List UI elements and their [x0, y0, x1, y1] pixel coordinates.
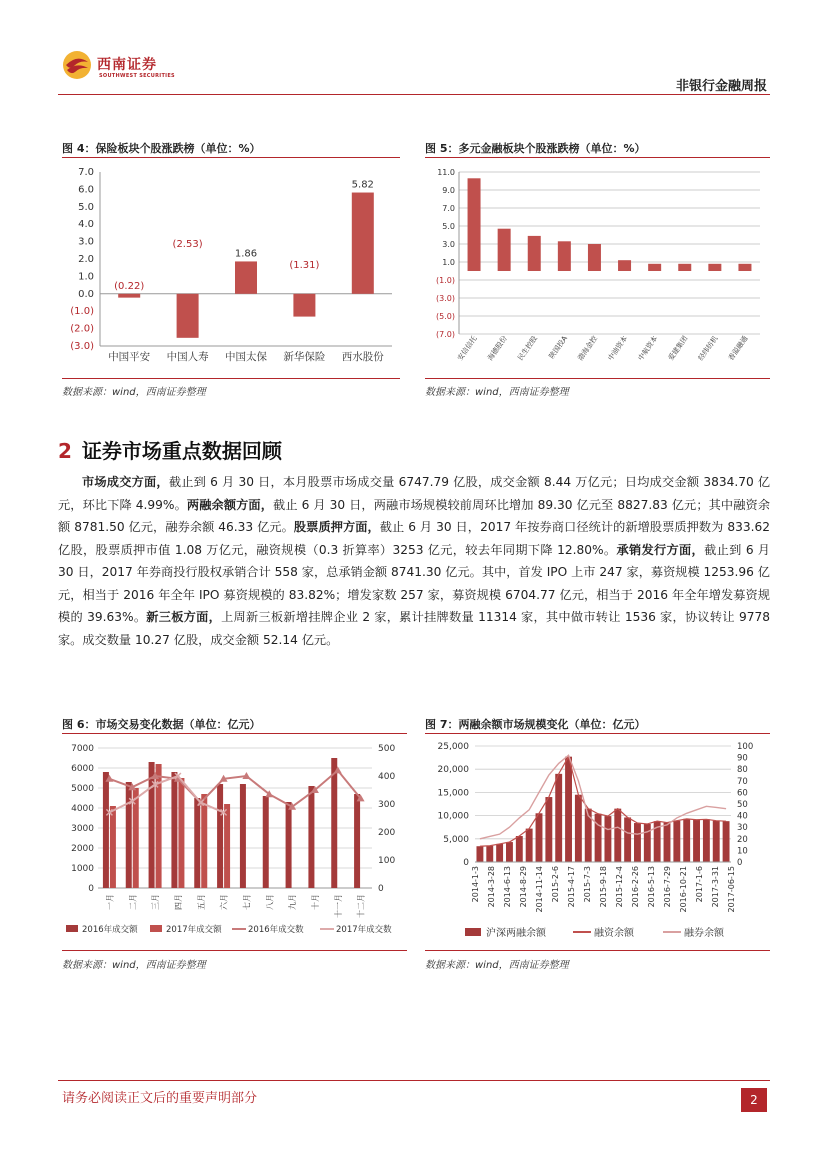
fig5-bar [558, 241, 571, 271]
para-text-pledge: 截止 6 月 30 日，2017 年按券商口径统计的新增股票质押数为 833.62 亿股，股票质押市值 1.08 万亿元，融资规模（0.3 折算率）3253 亿元，较去年同期下降 12.80%。 [58, 520, 771, 557]
fig6-xtick: 十月 [310, 894, 320, 910]
fig4-data-label: 5.82 [351, 179, 374, 191]
para-text-underwriting: 截止到 6 月 30 日，2017 年券商投行股权承销合计 558 家，总承销金额 8741.30 亿元。其中，首发 IPO 上市 247 家，募资规模 1253.96 亿元，相当于 2016 年全年 IPO 募资规模的 83.82%；增发家数 257 家，募资规模 6704.77 亿元，相当于 2016 年全年增发募资规模的 39.63%。 [58, 542, 770, 624]
fig5-ytick: 1.0 [442, 258, 455, 267]
fig5-ytick: 11.0 [437, 168, 455, 177]
fig4-source: 数据来源：wind，西南证券整理 [62, 387, 206, 398]
fig5-ytick: 7.0 [442, 204, 455, 213]
fig6-bar-2016 [126, 782, 132, 888]
fig4-xtick: 中国太保 [225, 351, 267, 363]
fig7-xtick: 2014-1-3 [471, 866, 480, 903]
fig7-xtick: 2015-9-18 [599, 866, 608, 908]
fig6-bar-2016 [217, 784, 223, 888]
fig7-ytick-right: 0 [737, 858, 743, 868]
fig5-title: 图 5：多元金融板块个股涨跌榜（单位：%） [425, 142, 646, 155]
fig4-data-label: (0.22) [114, 280, 145, 292]
fig4-ytick: 4.0 [78, 219, 94, 231]
fig7-bar [624, 817, 631, 862]
fig5-source: 数据来源：wind，西南证券整理 [425, 387, 569, 398]
fig5-ytick: (3.0) [436, 294, 455, 303]
fig7-xtick: 2014-11-14 [535, 866, 544, 913]
fig4-bar [177, 294, 199, 338]
fig7-bar [614, 809, 621, 862]
fig4-ytick: 3.0 [78, 236, 94, 248]
fig6-bar-2017 [110, 806, 116, 888]
fig7-ytick-left: 15,000 [437, 788, 469, 799]
fig7-bar [604, 816, 611, 862]
para-text-trading: 截止到 6 月 30 日，本月股票市场成交量 6747.79 亿股，成交金额 8.44 万亿元；日均成交金额 3834.70 亿元，环比下降 4.99%。 [58, 475, 771, 512]
fig7-bar [683, 819, 690, 862]
fig5-ytick: 9.0 [442, 186, 455, 195]
para-heading-neeq: 新三板方面， [146, 610, 222, 624]
fig6-ytick-left: 4000 [71, 804, 94, 814]
brand-name-en: SOUTHWEST SECURITIES [99, 73, 175, 79]
section-number: 2 [58, 439, 72, 463]
fig4-bar [352, 193, 374, 294]
fig5-xtick: 爱建集团 [666, 334, 690, 363]
fig7-legend-label: 融资余额 [594, 928, 634, 939]
fig7-legend-label: 融券余额 [684, 928, 724, 939]
fig7-xtick: 2017-1-6 [695, 866, 704, 903]
fig6-xtick: 八月 [265, 894, 275, 910]
fig7-xtick: 2016-10-21 [679, 866, 688, 913]
fig7-title: 图 7：两融余额市场规模变化（单位：亿元） [425, 718, 646, 731]
fig6-bar-2016 [286, 802, 292, 888]
section-title-text: 证券市场重点数据回顾 [81, 439, 282, 463]
fig6-xtick: 一月 [105, 894, 115, 910]
fig6-xtick: 九月 [288, 894, 298, 910]
fig7-xtick: 2015-7-3 [583, 866, 592, 903]
fig7-bar [506, 842, 513, 862]
fig5-bar [708, 264, 721, 271]
fig4-ytick: (1.0) [70, 306, 94, 318]
fig6-ytick-right: 300 [378, 800, 396, 810]
footer-rule [58, 1080, 770, 1081]
fig7-xtick: 2016-7-29 [663, 866, 672, 908]
fig4-xtick: 中国平安 [108, 351, 151, 363]
fig6-bar-2016 [103, 772, 109, 888]
para-text-neeq: 上周新三板新增挂牌企业 2 家，累计挂牌数量 11314 家，其中做市转让 1536 家，协议转让 9778 家。成交数量 10.27 亿股，成交金额 52.14 亿元。 [58, 610, 770, 647]
section-title [58, 435, 282, 464]
fig7-xtick: 2015-2-6 [551, 866, 560, 903]
fig7-xtick: 2015-12-4 [615, 866, 624, 908]
fig7-ytick-left: 5,000 [443, 834, 469, 845]
fig7-bottom-rule [425, 950, 770, 951]
fig5-bar [498, 229, 511, 271]
fig7-bar [476, 846, 483, 862]
fig7-source: 数据来源：wind，西南证券整理 [425, 960, 569, 971]
fig6-bar-2016 [331, 758, 337, 888]
fig7-ytick-right: 100 [737, 742, 754, 752]
fig6-ytick-left: 0 [88, 884, 94, 894]
para-heading-trading: 市场成交方面， [82, 475, 169, 489]
fig4-xtick: 中国人寿 [166, 351, 209, 363]
fig4-bar [293, 294, 315, 317]
fig5-xtick: 安信信托 [456, 334, 479, 363]
fig6-bar-2017 [201, 794, 207, 888]
fig7-bar [486, 846, 493, 862]
fig5-ytick: (1.0) [436, 276, 455, 285]
fig7-legend-label: 沪深两融余额 [486, 928, 546, 939]
page-number: 2 [741, 1088, 767, 1112]
fig7-bar [703, 819, 710, 862]
fig5-xtick: 中航资本 [636, 334, 660, 363]
fig7-ytick-right: 50 [737, 800, 748, 810]
fig7-bar [575, 795, 582, 862]
fig6-ytick-left: 3000 [71, 824, 94, 834]
fig6-bar-2016 [194, 798, 200, 888]
fig7-ytick-left: 10,000 [437, 811, 469, 822]
fig5-chart [425, 160, 770, 375]
fig6-rule [62, 733, 407, 734]
fig5-xtick: 陕国投A [547, 334, 569, 361]
fig7-legend-swatch [465, 928, 481, 936]
fig6-xtick: 五月 [196, 894, 206, 910]
fig4-ytick: 5.0 [78, 201, 94, 213]
fig7-bar [634, 823, 641, 862]
fig4-ytick: 0.0 [78, 288, 94, 300]
para-heading-margin: 两融余额方面， [186, 497, 274, 512]
fig5-bar [738, 264, 751, 271]
fig4-data-label: (2.53) [172, 238, 203, 250]
fig7-ytick-right: 60 [737, 788, 748, 799]
fig6-xtick: 六月 [219, 894, 229, 910]
fig7-xtick: 2017-3-31 [711, 866, 720, 908]
fig6-bar-2017 [224, 804, 230, 888]
fig6-ytick-left: 6000 [71, 764, 94, 774]
fig6-xtick: 七月 [242, 894, 252, 910]
fig7-ytick-left: 20,000 [437, 765, 469, 776]
fig6-line-2016 [109, 770, 360, 806]
fig6-ytick-left: 7000 [71, 744, 94, 754]
fig6-bar-2016 [308, 786, 314, 888]
fig5-bar [588, 244, 601, 271]
fig4-bar [118, 294, 140, 298]
fig6-ytick-right: 0 [378, 884, 384, 894]
fig7-ytick-right: 40 [737, 811, 748, 822]
fig7-bar [713, 821, 720, 862]
fig7-bar [545, 797, 552, 862]
fig4-ytick: (2.0) [70, 323, 94, 335]
fig6-ytick-left: 1000 [71, 864, 94, 874]
fig6-bar-2017 [178, 778, 184, 888]
fig5-ytick: 5.0 [442, 222, 455, 231]
brand-name: 西南证券 [97, 57, 157, 73]
fig6-legend-label: 2017年成交额 [166, 925, 222, 935]
header-rule [58, 94, 770, 95]
fig5-ytick: (5.0) [436, 312, 455, 321]
fig7-ytick-right: 80 [737, 765, 748, 776]
fig5-xtick: 中油资本 [606, 334, 630, 363]
fig6-bar-2016 [240, 784, 246, 888]
fig7-bar [555, 774, 562, 862]
fig7-bar [536, 813, 543, 862]
fig7-ytick-left: 25,000 [437, 742, 469, 752]
fig5-bottom-rule [425, 378, 770, 379]
fig5-bar [528, 236, 541, 271]
fig6-legend-swatch [150, 925, 162, 932]
fig4-data-label: (1.31) [289, 260, 320, 272]
fig6-xtick: 十二月 [356, 894, 366, 918]
fig6-xtick: 二月 [128, 894, 138, 910]
fig7-bar [595, 814, 602, 862]
fig6-chart [62, 736, 407, 946]
fig4-ytick: 7.0 [78, 167, 94, 178]
para-heading-pledge: 股票质押方面， [293, 520, 380, 534]
fig5-ytick: 3.0 [442, 240, 455, 249]
fig5-xtick: 香溢融通 [726, 334, 750, 363]
fig4-rule [62, 157, 400, 158]
fig7-bar [526, 829, 533, 862]
fig7-bar [496, 844, 503, 862]
fig7-ytick-right: 10 [737, 846, 748, 857]
fig7-bar [723, 821, 730, 862]
fig7-ytick-left: 0 [463, 858, 469, 868]
fig4-ytick: (3.0) [70, 341, 94, 352]
fig7-ytick-right: 90 [737, 753, 748, 764]
fig6-title: 图 6：市场交易变化数据（单位：亿元） [62, 718, 261, 731]
fig7-rule [425, 733, 770, 734]
fig7-bar [673, 821, 680, 862]
fig5-bar [618, 260, 631, 271]
fig6-ytick-right: 100 [378, 856, 396, 866]
fig4-bottom-rule [62, 378, 400, 379]
fig7-xtick: 2014-3-28 [487, 866, 496, 908]
fig7-chart [425, 736, 770, 946]
fig5-rule [425, 157, 770, 158]
fig4-ytick: 1.0 [78, 271, 94, 283]
fig7-ytick-right: 20 [737, 834, 748, 845]
fig7-bar [644, 824, 651, 862]
fig7-ytick-right: 30 [737, 823, 748, 834]
fig6-ytick-left: 2000 [71, 844, 94, 854]
fig7-xtick: 2017-06-15 [727, 866, 736, 913]
fig7-bar [565, 757, 572, 862]
fig4-chart [62, 160, 400, 375]
fig5-bar [648, 264, 661, 271]
fig4-bar [235, 261, 257, 293]
fig4-data-label: 1.86 [234, 248, 258, 260]
fig6-bar-2016 [171, 772, 177, 888]
fig5-xtick: 经纬纺机 [696, 334, 720, 363]
fig5-xtick: 渤海金控 [576, 334, 600, 363]
report-type: 非银行金融周报 [675, 79, 767, 94]
fig5-bar [468, 178, 481, 271]
fig5-xtick: 海德股份 [486, 334, 509, 363]
fig6-source: 数据来源：wind，西南证券整理 [62, 960, 206, 971]
fig7-xtick: 2016-5-13 [647, 866, 656, 908]
fig5-bar [678, 264, 691, 271]
fig6-bar-2016 [149, 762, 155, 888]
fig6-bar-2016 [354, 794, 360, 888]
fig6-bottom-rule [62, 950, 407, 951]
fig6-bar-2016 [263, 796, 269, 888]
footer-disclaimer: 请务必阅读正文后的重要声明部分 [62, 1091, 258, 1106]
fig6-ytick-right: 400 [378, 772, 396, 782]
fig6-xtick: 四月 [173, 894, 183, 910]
fig5-ytick: (7.0) [436, 330, 455, 339]
fig6-legend-label: 2016年成交额 [82, 925, 138, 935]
body-paragraph [58, 471, 770, 651]
fig6-ytick-right: 200 [378, 828, 396, 838]
fig5-xtick: 民生控股 [516, 334, 539, 363]
brand-logo-icon [62, 50, 92, 80]
fig6-xtick: 三月 [151, 894, 161, 910]
fig6-ytick-left: 5000 [71, 784, 94, 794]
fig6-legend-swatch [66, 925, 78, 932]
fig7-bar [585, 809, 592, 862]
fig6-ytick-right: 500 [378, 744, 396, 754]
fig6-xtick: 十一月 [333, 894, 343, 918]
fig7-xtick: 2016-2-26 [631, 866, 640, 908]
fig6-legend-label: 2017年成交数 [336, 925, 392, 935]
fig7-xtick: 2014-8-29 [519, 866, 528, 908]
fig7-bar [693, 820, 700, 862]
para-text-margin: 截止 6 月 30 日，两融市场规模较前周环比增加 89.30 亿元至 8827.83 亿元；其中融资余额 8781.50 亿元，融券余额 46.33 亿元。 [58, 497, 771, 534]
fig4-xtick: 西水股份 [341, 351, 384, 363]
fig7-xtick: 2015-4-17 [567, 866, 576, 908]
fig4-ytick: 6.0 [78, 184, 94, 196]
para-heading-underwriting: 承销发行方面， [616, 542, 705, 557]
fig4-ytick: 2.0 [78, 254, 94, 265]
fig7-xtick: 2014-6-13 [503, 866, 512, 908]
fig7-bar [516, 836, 523, 862]
fig7-ytick-right: 70 [737, 776, 748, 787]
fig7-bar [664, 823, 671, 862]
fig4-title: 图 4：保险板块个股涨跌榜（单位：%） [62, 142, 261, 155]
fig4-xtick: 新华保险 [283, 351, 326, 363]
fig6-legend-label: 2016年成交数 [248, 925, 304, 935]
